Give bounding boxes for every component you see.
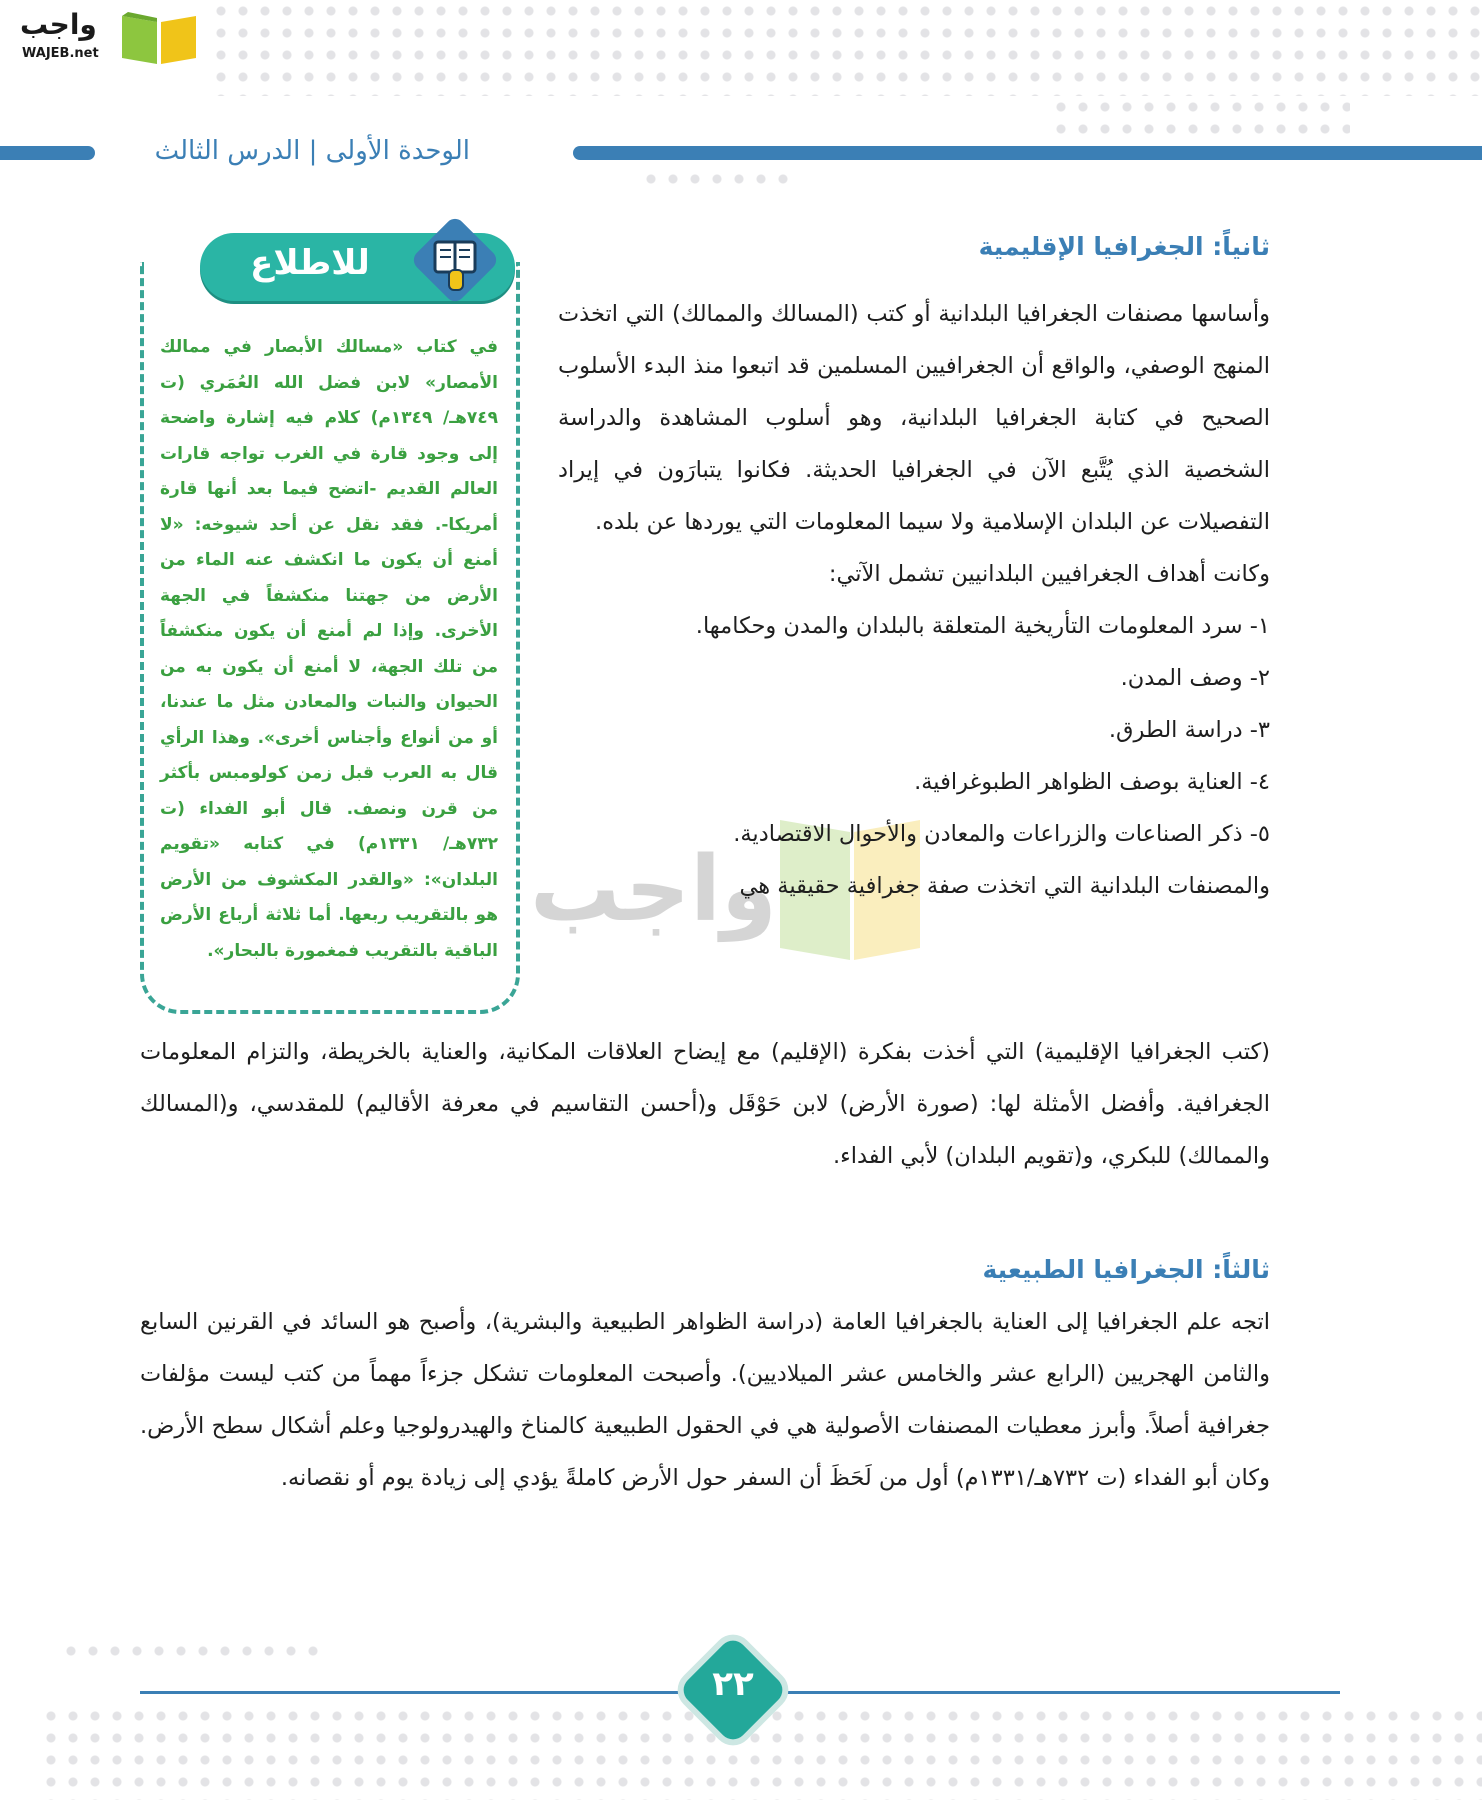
section-title-regional: ثانياً: الجغرافيا الإقليمية	[978, 232, 1270, 261]
list-item: ٢- وصف المدن.	[1120, 665, 1270, 691]
paragraph-regional-books: (كتب الجغرافيا الإقليمية) التي أخذت بفكرة (الإقليم) مع إيضاح العلاقات المكانية، والعناية بالخريطة، والتزام المعلومات الجغرافية. وأفضل الأمثلة لها: (صورة الأرض) لابن حَوْقَل و(أحسن التقاسيم في معرفة الأقاليم) للمقدسي، و(المسالك والممالك) للبكري، و(تقويم البلدان) لأبي الفداء.	[140, 1039, 1270, 1169]
section-title-physical: ثالثاً: الجغرافيا الطبيعية	[982, 1255, 1270, 1284]
book-icon	[118, 8, 200, 66]
decor-dots-bottom	[40, 1705, 1482, 1800]
paragraph: والمصنفات البلدانية التي اتخذت صفة جغرافية حقيقية هي	[739, 873, 1270, 899]
info-box-text: في كتاب «مسالك الأبصار في ممالك الأمصار» لابن فضل الله العُمَري (ت ٧٤٩هـ/ ١٣٤٩م) كلام فيه إشارة واضحة إلى وجود قارة في الغرب تواجه قارات العالم القديم -اتضح فيما بعد أنها قارة أمريكا-. فقد نقل عن أحد شيوخه: «لا أمنع أن يكون ما انكشف عنه الماء من الأرض من جهتنا منكشفاً في الجهة الأخرى. وإذا لم أمنع أن يكون منكشفاً من تلك الجهة، لا أمنع أن يكون به من الحيوان والنبات والمعادن مثل ما عندنا، أو من أنواع وأجناس أخرى». وهذا الرأي قال به العرب قبل زمن كولومبس بأكثر من قرن ونصف. قال أبو الفداء (ت ٧٣٢هـ/ ١٣٣١م) في كتابه «تقويم البلدان»: «والقدر المكشوف من الأرض هو بالتقريب ربعها. أما ثلاثة أرباع الأرض الباقية بالتقريب فمغمورة بالبحار».	[160, 337, 498, 961]
page-header-title: الوحدة الأولى | الدرس الثالث	[154, 136, 470, 166]
logo-subtext: WAJEB.net	[22, 46, 99, 61]
list-item: ١- سرد المعلومات التأريخية المتعلقة بالبلدان والمدن وحكامها.	[695, 613, 1270, 639]
list-item: ٥- ذكر الصناعات والزراعات والمعادن والأحوال الاقتصادية.	[733, 821, 1270, 847]
list-item: ٣- دراسة الطرق.	[1108, 717, 1270, 743]
logo-text: واجب	[20, 8, 97, 41]
regional-geography-content	[558, 288, 1270, 912]
svg-text:واجب: واجب	[530, 837, 777, 942]
goals-list	[558, 600, 1270, 860]
header-bar-right	[573, 146, 1482, 160]
reading-book-icon	[405, 210, 505, 310]
paragraph-physical-geography: اتجه علم الجغرافيا إلى العناية بالجغرافيا العامة (دراسة الظواهر الطبيعية والبشرية)، وأصبح هو السائد في القرنين السابع والثامن الهجريين (الرابع عشر والخامس عشر الميلاديين). وأصبحت المعلومات تشكل جزءاً مهماً من كتب ليست مؤلفات جغرافية أصلاً. وأبرز معطيات المصنفات الأصولية هي في الحقول الطبيعية كالمناخ والهيدرولوجيا وعلم أشكال سطح الأرض. وكان أبو الفداء (ت ٧٣٢هـ/١٣٣١م) أول من لَحَظَ أن السفر حول الأرض كاملةً يؤدي إلى زيادة يوم أو نقصانه.	[140, 1309, 1270, 1491]
logo	[10, 6, 195, 66]
paragraph: وأساسها مصنفات الجغرافيا البلدانية أو كتب (المسالك والممالك) التي اتخذت المنهج الوصفي، والواقع أن الجغرافيين المسلمين قد اتبعوا منذ البدء الأسلوب الصحيح في كتابة الجغرافيا البلدانية، وهو أسلوب المشاهدة والدراسة الشخصية الذي يُتَّبع الآن في الجغرافيا الحديثة. فكانوا يتبارَون في إيراد التفصيلات عن البلدان الإسلامية ولا سيما المعلومات التي يوردها عن بلده.	[558, 301, 1270, 535]
page-number: ٢٢	[712, 1664, 754, 1704]
header-bar-left	[0, 146, 95, 160]
decor-dots-top-right	[1050, 96, 1350, 140]
decor-dots-top	[210, 0, 1482, 96]
decor-dots-bottom-left	[60, 1640, 320, 1662]
goals-intro: وكانت أهداف الجغرافيين البلدانيين تشمل الآتي:	[828, 561, 1270, 587]
decor-dots-header	[640, 168, 800, 190]
info-box-title: للاطلاع	[250, 243, 370, 283]
list-item: ٤- العناية بوصف الظواهر الطبوغرافية.	[914, 769, 1270, 795]
